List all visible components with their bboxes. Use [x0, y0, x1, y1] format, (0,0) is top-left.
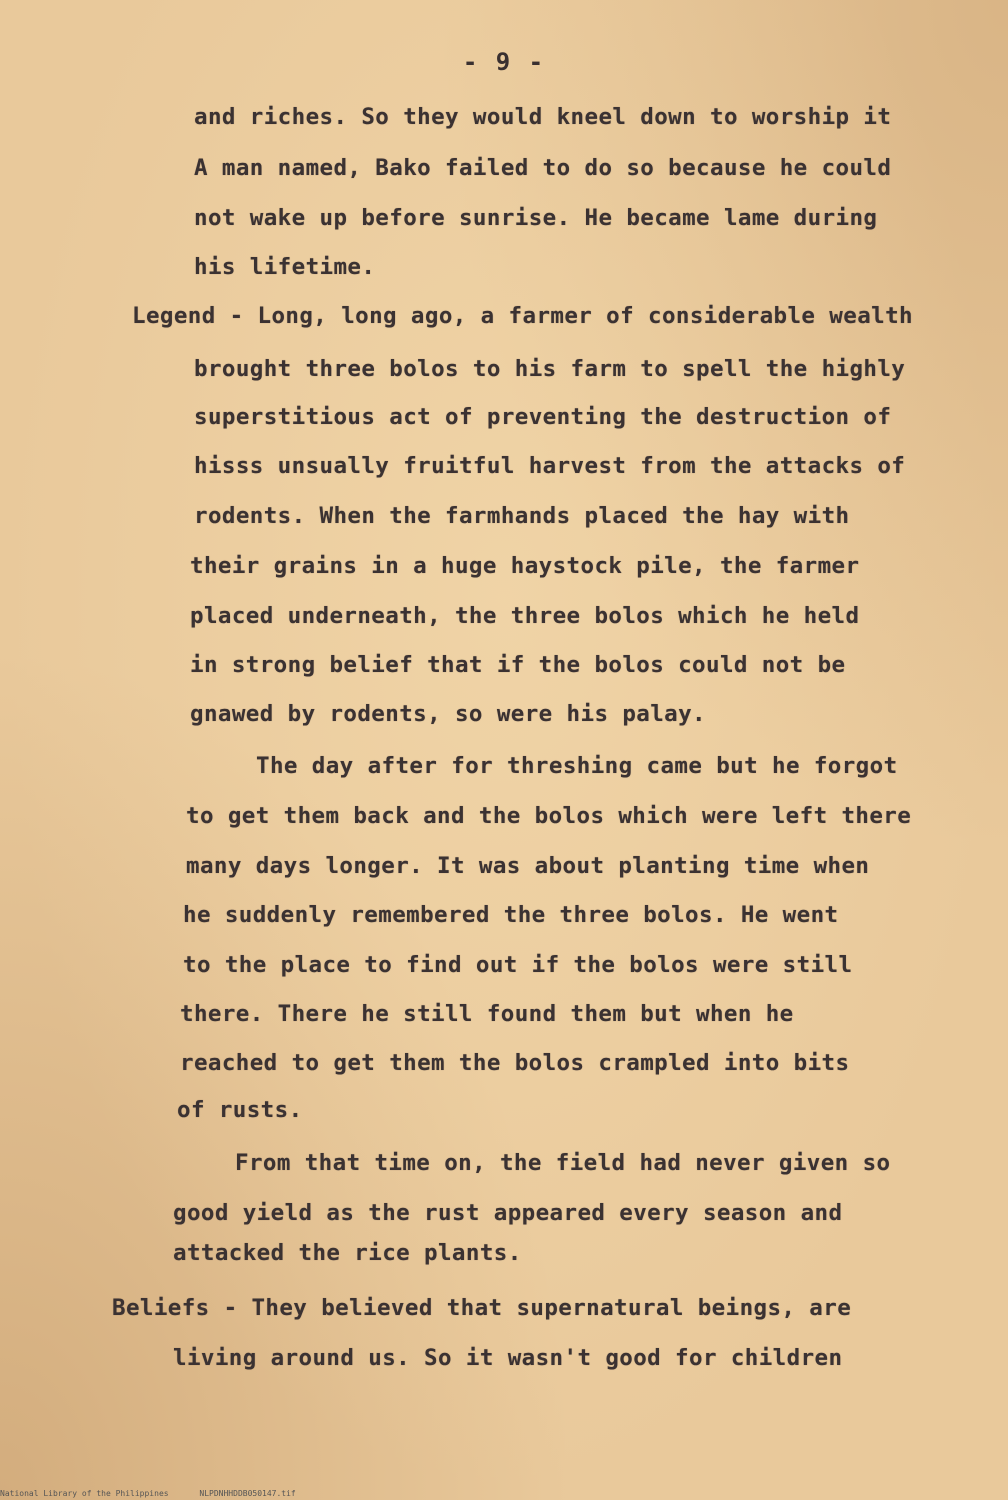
- text-line: he suddenly remembered the three bolos. He went: [183, 902, 839, 928]
- text-line: to the place to find out if the bolos were still: [183, 952, 853, 978]
- text-line: his lifetime.: [194, 254, 376, 280]
- text-line: superstitious act of preventing the destruction of: [194, 404, 892, 430]
- text-line: in strong belief that if the bolos could not be: [190, 652, 846, 678]
- text-line: attacked the rice plants.: [173, 1240, 522, 1266]
- text-line: From that time on, the field had never given so: [235, 1150, 891, 1176]
- text-line: hisss unsually fruitful harvest from the attacks of: [194, 453, 906, 479]
- text-line: living around us. So it wasn't good for children: [173, 1345, 843, 1371]
- text-line: and riches. So they would kneel down to worship it: [194, 104, 892, 130]
- page-number: - 9 -: [462, 48, 546, 76]
- text-line: not wake up before sunrise. He became lame during: [194, 205, 878, 231]
- text-line: gnawed by rodents, so were his palay.: [190, 701, 707, 727]
- scan-footer: [0, 1489, 322, 1498]
- text-line: good yield as the rust appeared every season and: [173, 1200, 843, 1226]
- footer-library: National Library of the Philippines: [0, 1489, 169, 1498]
- text-line: their grains in a huge haystock pile, the farmer: [190, 553, 860, 579]
- text-line: there. There he still found them but when he: [180, 1001, 794, 1027]
- text-line: many days longer. It was about planting time when: [186, 853, 870, 879]
- text-line: rodents. When the farmhands placed the hay with: [194, 503, 850, 529]
- text-line: reached to get them the bolos crampled into bits: [180, 1050, 850, 1076]
- text-line: A man named, Bako failed to do so because he could: [194, 155, 892, 181]
- text-line: to get them back and the bolos which were left there: [186, 803, 912, 829]
- legend-heading-line: Legend - Long, long ago, a farmer of considerable wealth: [132, 303, 913, 329]
- text-line: of rusts.: [177, 1097, 303, 1123]
- text-line: brought three bolos to his farm to spell the highly: [194, 356, 906, 382]
- text-line: placed underneath, the three bolos which he held: [190, 603, 860, 629]
- beliefs-heading-line: Beliefs - They believed that supernatural beings, are: [112, 1295, 852, 1321]
- footer-file: NLPDNHHDDB050147.tif: [199, 1489, 296, 1498]
- text-line: The day after for threshing came but he forgot: [256, 753, 898, 779]
